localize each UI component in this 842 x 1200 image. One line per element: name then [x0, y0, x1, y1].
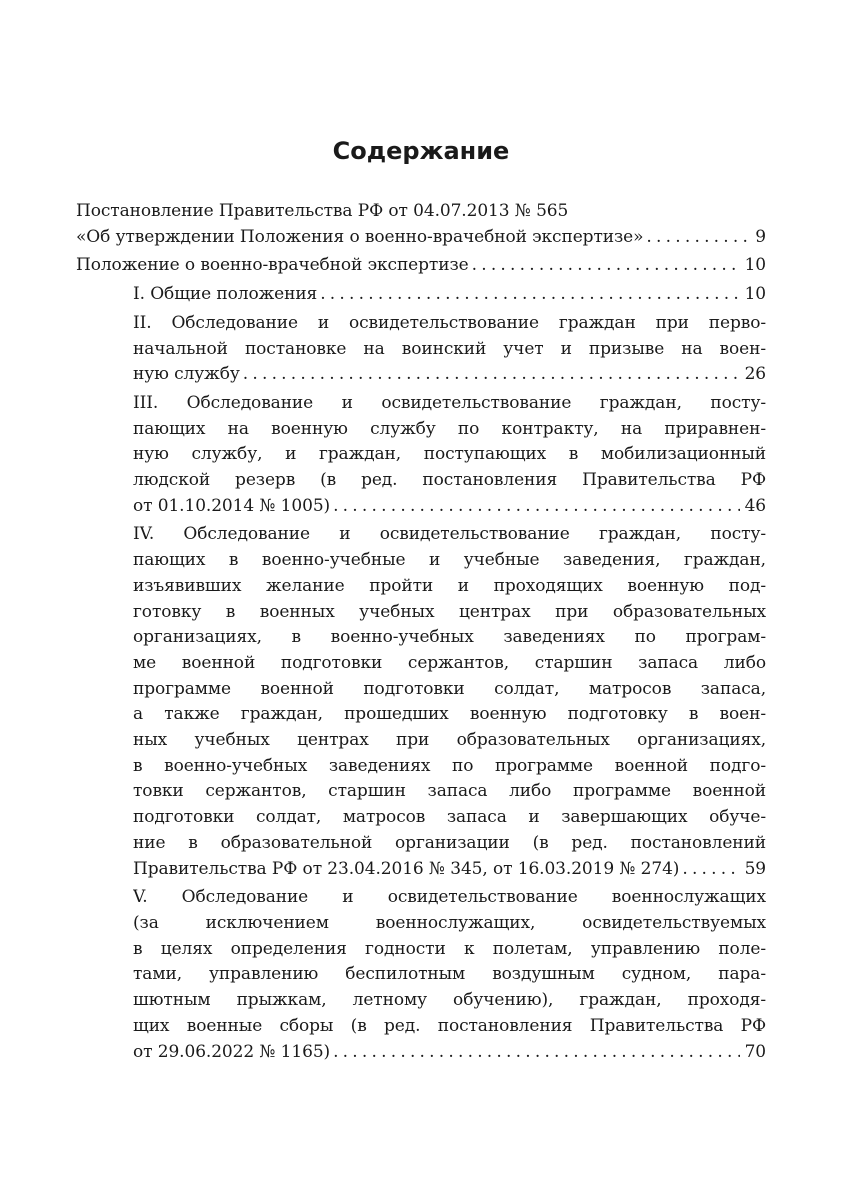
toc-entry-last-line: [133, 362, 766, 388]
toc-entry-last-line: [76, 253, 766, 279]
toc-entry-line: (за исключением военнослужащих, освидетельствуемых: [133, 912, 766, 933]
page-number: 70: [744, 1041, 766, 1062]
dot-leader: [320, 282, 739, 308]
toc-entry-line: ние в образовательной организации (в ред. постановлений: [133, 832, 766, 853]
toc-entry-line: подготовки солдат, матросов запаса и завершающих обуче-: [133, 807, 766, 828]
page-number: 10: [744, 284, 766, 305]
toc-entry-line: программе военной подготовки солдат, матросов запаса,: [133, 678, 766, 699]
dot-leader: [682, 857, 739, 883]
dot-leader: [333, 1040, 739, 1066]
page-title: Содержание: [332, 137, 510, 165]
toc-entry-last-line: [133, 1040, 766, 1066]
toc-entry-line: ную службу, и граждан, поступающих в мобилизационный: [133, 444, 766, 465]
toc-entry-last-line: [133, 494, 766, 520]
dot-leader: [333, 494, 739, 520]
page-number: 46: [744, 495, 766, 516]
toc-entry-last-line: [133, 282, 766, 308]
toc-entry-line: в военно-учебных заведениях по программе военной подго-: [133, 755, 766, 776]
toc-entry-line: V. Обследование и освидетельствование военнослужащих: [133, 887, 766, 908]
page-number: 10: [744, 255, 766, 276]
toc-entry-section-4[interactable]: [133, 522, 766, 882]
toc-entry-line: III. Обследование и освидетельствование граждан, посту-: [133, 392, 766, 413]
toc-entry-line: шютным прыжкам, летному обучению), граждан, проходя-: [133, 990, 766, 1011]
toc-entry-text: от 29.06.2022 № 1165): [133, 1041, 331, 1062]
toc-entry-line: в целях определения годности к полетам, управлению поле-: [133, 938, 766, 959]
toc-entry-line: ных учебных центрах при образовательных организациях,: [133, 730, 766, 751]
toc-entry-line: а также граждан, прошедших военную подготовку в воен-: [133, 704, 766, 725]
toc-entry-text: «Об утверждении Положения о военно-врачебной экспертизе»: [76, 226, 644, 247]
toc-entry-text: от 01.10.2014 № 1005): [133, 495, 331, 516]
toc-entry-line: товки сержантов, старшин запаса либо программе военной: [133, 781, 766, 802]
toc-entry-line: IV. Обследование и освидетельствование граждан, посту-: [133, 524, 766, 545]
toc-entry-section-5[interactable]: [133, 885, 766, 1065]
toc-entry-section-2[interactable]: [133, 311, 766, 388]
toc-entry-text: Положение о военно-врачебной экспертизе: [76, 255, 469, 276]
toc-entry-line: начальной постановке на воинский учет и призыве на воен-: [133, 338, 766, 359]
toc-entry-line: тами, управлению беспилотным воздушным судном, пара-: [133, 964, 766, 985]
toc-entry-text: Правительства РФ от 23.04.2016 № 345, от 16.03.2019 № 274): [133, 858, 680, 879]
table-of-contents: [76, 199, 766, 1065]
toc-entry-line: Постановление Правительства РФ от 04.07.2013 № 565: [76, 201, 569, 221]
toc-entry-line: изъявивших желание пройти и проходящих военную под-: [133, 575, 766, 596]
toc-entry-line: организациях, в военно-учебных заведениях по програм-: [133, 627, 766, 648]
toc-entry-regulation[interactable]: [76, 253, 766, 279]
toc-entry-decree[interactable]: [76, 199, 766, 250]
toc-entry-text: I. Общие положения: [133, 284, 318, 305]
toc-entry-last-line: [76, 225, 766, 251]
dot-leader: [243, 362, 740, 388]
toc-entry-section-1[interactable]: [133, 282, 766, 308]
toc-entry-line: пающих в военно-учебные и учебные заведения, граждан,: [133, 550, 766, 571]
toc-entry-line: пающих на военную службу по контракту, на приравнен-: [133, 418, 766, 439]
toc-entry-line: щих военные сборы (в ред. постановления Правительства РФ: [133, 1015, 766, 1036]
toc-entry-last-line: [133, 857, 766, 883]
toc-entry-line: ме военной подготовки сержантов, старшин запаса либо: [133, 652, 766, 673]
toc-entry-line: II. Обследование и освидетельствование граждан при перво-: [133, 312, 766, 333]
page-number: 59: [744, 858, 766, 879]
dot-leader: [472, 253, 740, 279]
toc-entry-line: готовку в военных учебных центрах при образовательных: [133, 601, 766, 622]
dot-leader: [646, 225, 750, 251]
page-number: 26: [744, 364, 766, 385]
toc-entry-section-3[interactable]: [133, 391, 766, 520]
toc-entry-text: ную службу: [133, 364, 240, 385]
toc-entry-line: людской резерв (в ред. постановления Правительства РФ: [133, 470, 766, 491]
page-number: 9: [755, 226, 766, 247]
